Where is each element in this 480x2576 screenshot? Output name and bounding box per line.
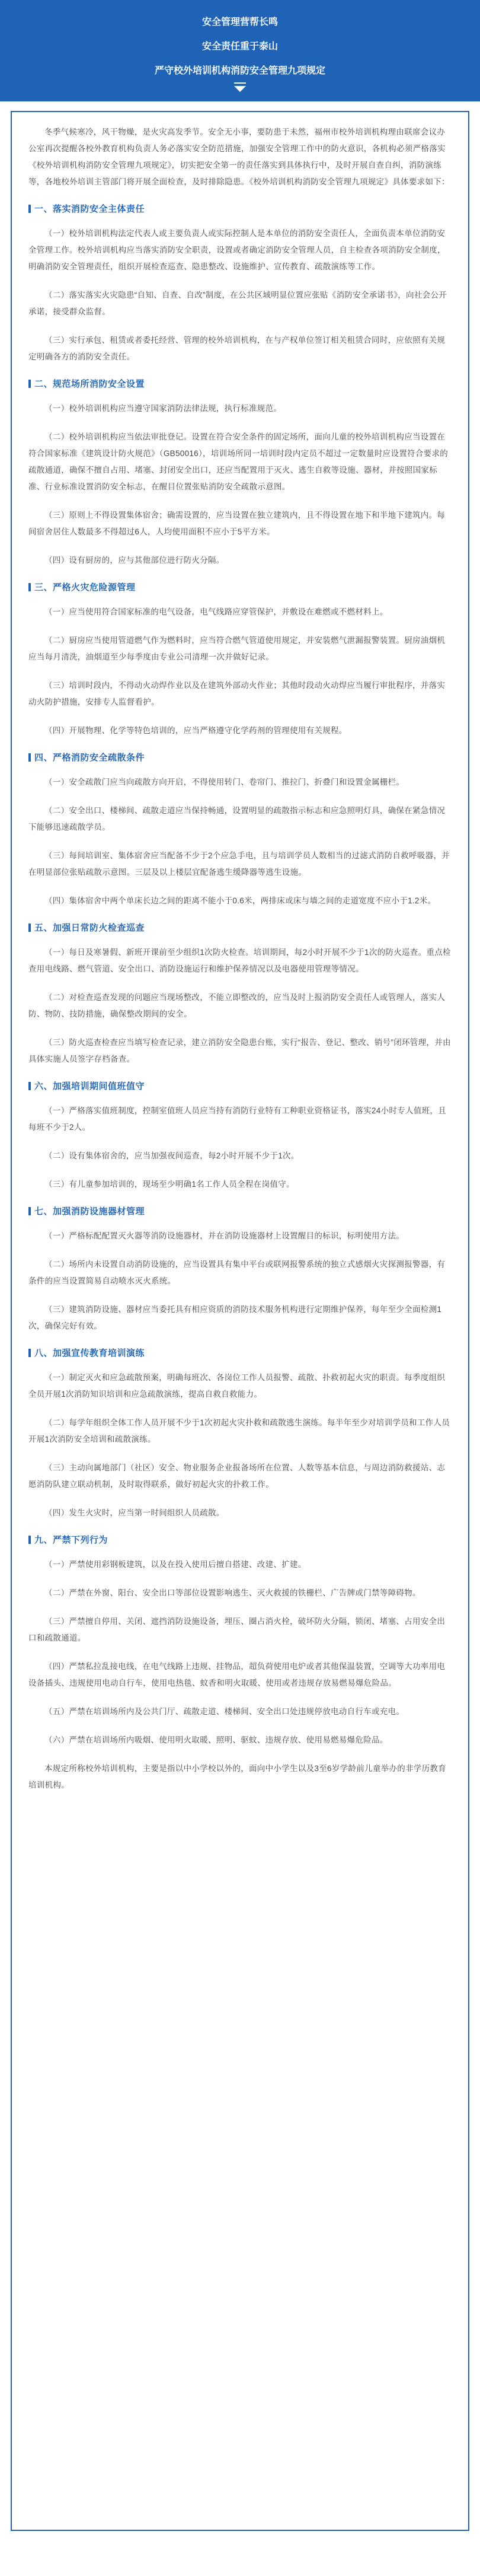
page-title: 严守校外培训机构消防安全管理九项规定 [154,66,325,76]
section-paragraph: （二）设有集体宿舍的，应当加强夜间巡查，每2小时开展不少于1次。 [44,1151,299,1160]
section-paragraph: （一）安全疏散门应当向疏散方向开启，不得使用转门、卷帘门、推拉门、折叠门和设置金属栅栏。 [44,778,405,787]
section-paragraph: （四）集体宿舍中两个单床长边之间的距离不能小于0.6米，两排床或床与墙之间的走道宽度不应小于1.2米。 [44,896,436,905]
section-paragraph: （一）严禁使用彩钢板建筑，以及在投入使用后擅自搭建、改建、扩建。 [44,1560,306,1569]
section-paragraph: （四）设有厨房的，应与其他部位进行防火分隔。 [44,556,225,565]
section-title: 七、加强消防设施器材管理 [28,1205,452,1217]
section-paragraph: （三）每间培训室、集体宿舍应当配备不少于2个应急手电，且与培训学员人数相当的过滤式消防自救呼吸器，并在明显部位张贴疏散示意图。三层及以上楼层宜配备逃生缓降器等逃生设施。 [28,851,450,877]
section-title: 二、规范场所消防安全设置 [28,377,452,390]
section-paragraph: （二）对检查巡查发现的问题应当现场整改，不能立即整改的，应当及时上报消防安全责任人或管理人，落实人防、物防、技防措施，确保整改期间的安全。 [28,993,446,1018]
section-paragraph: （二）每学年组织全体工作人员开展不少于1次初起火灾扑救和疏散逃生演练。每半年至少对培训学员和工作人员开展1次消防安全培训和疏散演练。 [28,1418,450,1444]
section-title: 四、严格消防安全疏散条件 [28,751,452,763]
header-line-1: 安全管理营帮长鸣 [201,17,278,27]
section-title: 五、加强日常防火检查巡查 [28,921,452,934]
section-paragraph: （三）主动向属地部门（社区）安全、物业服务企业报备场所在位置、人数等基本信息，与周边消防救援站、志愿消防队建立联动机制，及时取得联系，做好初起火灾的扑救工作。 [28,1463,446,1489]
section-paragraph: （二）场所内未设置自动消防设施的，应当设置具有集中平台或联网报警系统的独立式感烟火灾探测报警器，有条件的应当设置简易自动喷水灭火系统。 [28,1260,446,1285]
section-paragraph: （三）有儿童参加培训的，现场至少明确1名工作人员全程在岗值守。 [44,1180,295,1189]
closing-paragraph: 本规定所称校外培训机构，主要是指以中小学校以外的，面向中小学生以及3至6岁学龄前儿童举办的非学历教育培训机构。 [28,1764,447,1789]
section-paragraph: （一）应当使用符合国家标准的电气设备，电气线路应穿管保护，并敷设在难燃或不燃材料上。 [44,607,388,616]
section-paragraph: （四）严禁私拉乱接电线，在电气线路上违规、挂物品，超负荷使用电炉或者其他保温装置，空调等大功率用电设备插头、违规使用电动自行车，使用电热毯、蚊香和明火取暖、使用或者违规存放易燃易爆危险品。 [28,1662,446,1687]
section-paragraph: （六）严禁在培训场所内吸烟、使用明火取暖、照明、驱蚊、违规存放、使用易燃易爆危险品。 [44,1736,388,1744]
section-paragraph: （二）安全出口、楼梯间、疏散走道应当保持畅通，设置明显的疏散指示标志和应急照明灯具，确保在紧急情况下能够迅速疏散学员。 [28,806,446,832]
divider [234,82,246,84]
section-paragraph: （三）建筑消防设施、器材应当委托具有相应资质的消防技术服务机构进行定期维护保养，每年至少全面检测1次，确保完好有效。 [28,1305,442,1330]
section-paragraph: （三）防火巡查检查应当填写检查记录，建立消防安全隐患台账，实行“报告、登记、整改、销号”闭环管理，并由具体实施人员签字存档备查。 [28,1038,451,1063]
section-paragraph: （一）制定灭火和应急疏散预案，明确每班次、各岗位工作人员报警、疏散、扑救初起火灾的职责。每季度组织全员开展1次消防知识培训和应急疏散演练，提高自救自救能力。 [28,1373,446,1399]
intro-paragraph: 冬季气候寒冷，风干物燥，是火灾高发季节。安全无小事，要防患于未然，福州市校外培训机构理由联席会议办公室再次提醒各校外教育机构负责人务必落实安全防范措施，加强安全管理工作中的防火意识，各机构必须严格落实《校外培训机构消防安全管理九项规定》，切实把安全第一的责任落实到具体执行中，及时开展自查自纠，消防演练等，各地校外培训主管部门将开展全面检查，及时排除隐患。《校外培训机构消防安全管理九项规定》具体要求如下： [28,128,450,186]
section-paragraph: （一）每日及寒暑假、新班开课前至少组织1次防火检查。培训期间，每2小时开展不少于1次的防火巡查。重点检查用电线路、燃气管道、安全出口、消防设施运行和维护保养情况以及电器使用管理等情况。 [28,948,451,973]
article-frame [11,111,469,2531]
section-title: 三、严格火灾危险源管理 [28,581,452,593]
section-title: 八、加强宣传教育培训演练 [28,1346,452,1359]
section-paragraph: （二）厨房应当使用管道燃气作为燃料时，应当符合燃气管道使用规定，并安装燃气泄漏报警装置。厨房油烟机应当每月清洗，油烟道至少每季度由专业公司清理一次并做好记录。 [28,636,446,661]
section-title: 六、加强培训期间值班值守 [28,1080,452,1092]
section-title: 九、严禁下列行为 [28,1533,452,1546]
section-paragraph: （三）原则上不得设置集体宿舍；确需设置的，应当设置在独立建筑内，且不得设置在地下和半地下建筑内。每间宿舍居住人数最多不得超过6人，人均使用面积不应小于5平方米。 [28,511,446,536]
section-paragraph: （五）严禁在培训场所内及公共门厅、疏散走道、楼梯间、安全出口处违规停放电动自行车或充电。 [44,1707,405,1716]
section-paragraph: （三）严禁擅自停用、关闭、遮挡消防设施设备，埋压、圈占消火栓，破坏防火分隔，锁闭、堵塞、占用安全出口和疏散通道。 [28,1617,446,1642]
section-paragraph: （一）严格标配配置灭火器等消防设施器材，并在消防设施器材上设置醒目的标识，标明使用方法。 [44,1231,405,1240]
section-paragraph: （二）校外培训机构应当依法审批登记。设置在符合安全条件的固定场所，面向儿童的校外培训机构应当设置在符合国家标准《建筑设计防火规范》（GB50016），培训场所同一培训时段内定员不超过一定数量时应设置符合要求的疏散通道，确保不擅自占用、堵塞、封闭安全出口，还应当配置用于灭火、逃生自救等设施、器材，并按照国家标准、行业标准设置消防安全标志，在醒目位置张贴消防安全疏散示意图。 [28,432,449,491]
chevron-down-icon [234,86,246,92]
section-paragraph: （四）开展物理、化学等特色培训的，应当严格遵守化学药剂的管理使用有关规程。 [44,726,347,735]
section-paragraph: （一）校外培训机构应当遵守国家消防法律法规，执行标准规范。 [44,404,282,413]
header-banner [0,0,480,101]
section-paragraph: （二）落实落实火灾隐患“自知、自查、自改”制度，在公共区域明显位置应张贴《消防安全承诺书》，向社会公开承诺，接受群众监督。 [28,291,447,316]
section-paragraph: （二）严禁在外窗、阳台、安全出口等部位设置影响逃生、灭火救援的铁栅栏、广告牌或门禁等障碍物。 [44,1588,421,1597]
section-paragraph: （三）实行承包、租赁或者委托经营、管理的校外培训机构，在与产权单位签订相关租赁合同时，应依照有关规定明确各方的消防安全责任。 [28,336,446,361]
section-paragraph: （一）严格落实值班制度，控制室值班人员应当持有消防行业特有工种职业资格证书，落实24小时专人值班，且每班不少于2人。 [28,1106,447,1132]
sections-container [28,202,452,1749]
section-title: 一、落实消防安全主体责任 [28,202,452,215]
section-paragraph: （一）校外培训机构法定代表人或主要负责人或实际控制人是本单位的消防安全责任人，全面负责本单位消防安全管理工作。校外培训机构应当落实消防安全职责，设置或者确定消防安全管理人员，自主检查各项消防安全制度，明确消防安全管理责任，组织开展检查巡查、隐患整改、设施维护、宣传教育、疏散演练等工作。 [28,229,446,271]
header-line-2: 安全责任重于泰山 [201,42,278,52]
section-paragraph: （四）发生火灾时，应当第一时间组织人员疏散。 [44,1508,225,1517]
section-paragraph: （三）培训时段内，不得动火动焊作业以及在建筑外部动火作业；其他时段动火动焊应当履行审批程序，并落实动火防护措施，安排专人监督看护。 [28,681,446,706]
